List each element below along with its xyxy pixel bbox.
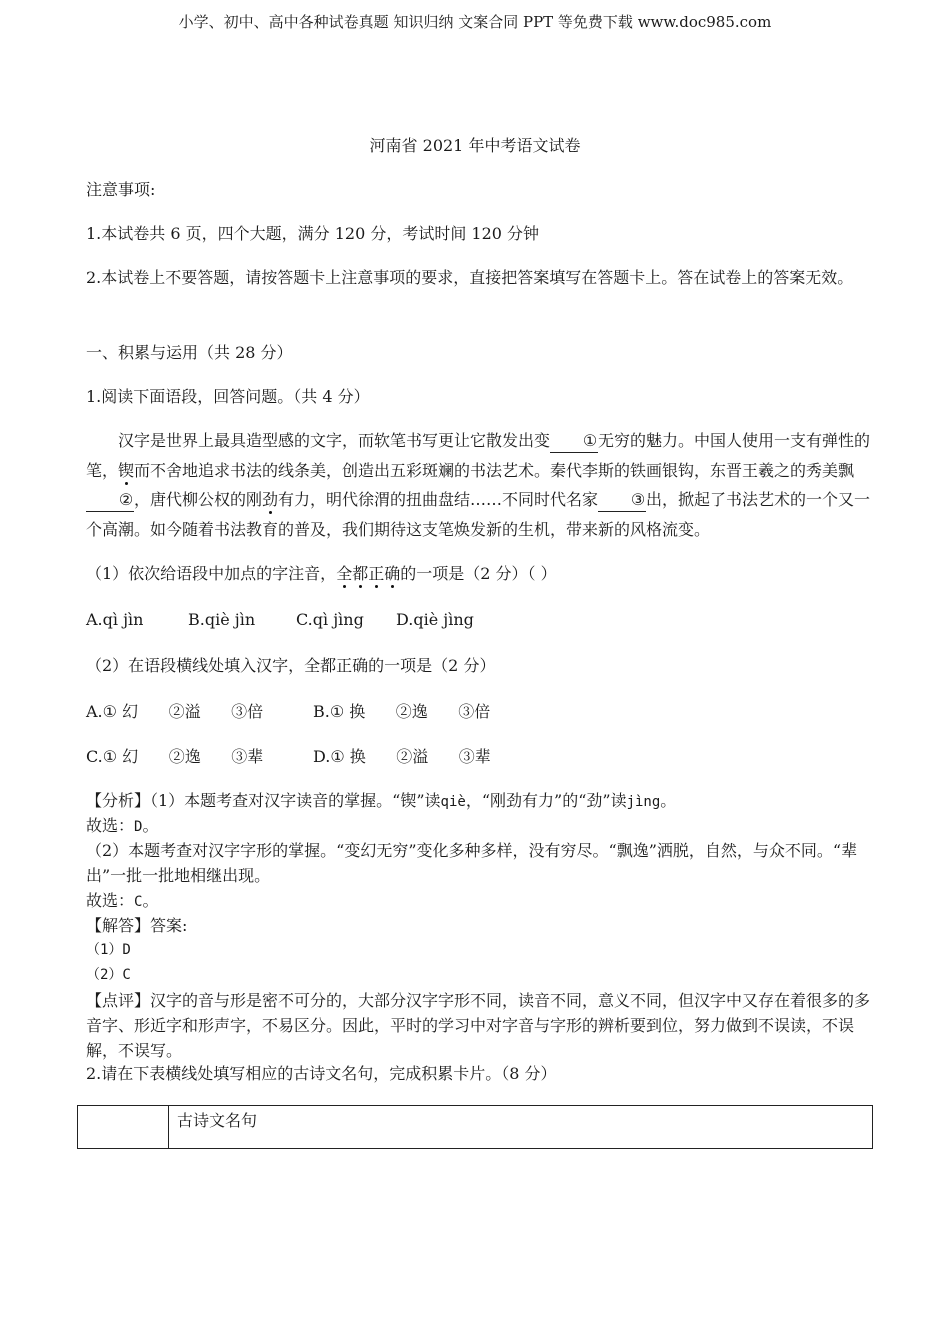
accumulation-card-table [77,1105,873,1149]
answer-2: （2）C [86,967,131,983]
passage-text: 而不舍地追求书法的线条美，创造出五彩斑斓的书法艺术。秦代李斯的铁画银钩，东晋王羲之的秀美飘 [134,460,855,480]
blank-3: ③ [598,489,646,512]
option-c: C.① 幻 ②逸 ③辈 [86,747,264,766]
pinyin: jìng [626,794,661,810]
analysis-text: ，“刚劲有力”的“劲”读 [465,791,627,810]
dotted-char: 锲 [118,460,135,480]
blank-2: ② [86,489,134,512]
analysis-text: 故选： [86,891,135,910]
table-cell [78,1106,169,1149]
notice-heading: 注意事项: [86,180,156,199]
sub-question-1 [86,559,876,589]
site-header: 小学、初中、高中各种试卷真题 知识归纳 文案合同 PPT 等免费下载 www.doc985.com [178,13,772,31]
emph-char: 正 [368,564,385,583]
notice-item-1: 1.本试卷共 6 页，四个大题，满分 120 分，考试时间 120 分钟 [86,224,540,243]
section-heading: 一、积累与运用（共 28 分） [86,343,293,362]
emph-char: 都 [352,564,369,583]
table-header-cell: 古诗文名句 [169,1106,873,1149]
question-2-stem: 2.请在下表横线处填写相应的古诗文名句，完成积累卡片。（8 分） [86,1064,557,1083]
exam-title: 河南省 2021 年中考语文试卷 [369,136,581,155]
answer-1: （1）D [86,942,131,958]
sub1-suffix: 的一项是（2 分）（ ） [400,564,557,583]
option-b: B.① 换 ②逸 ③倍 [313,702,491,721]
analysis-text: 【分析】（1）本题考查对汉字读音的掌握。“锲”读 [86,791,441,810]
passage-text: 出，掀起了书法艺术的一个又一个高潮。如今随着书法教育的普及，我们期待这支笔焕发新的生机，带来新的风格流变。 [86,490,871,539]
emph-char: 确 [384,564,401,583]
analysis-text: 。 [660,791,677,810]
dotted-char: 劲 [262,490,279,509]
option-a: A.① 幻 ②溢 ③倍 [86,702,264,721]
passage-text: ，唐代柳公权的刚 [134,490,263,509]
analysis-line-2 [86,813,876,840]
analysis-line-1 [86,788,876,815]
notice-item-2: 2.本试卷上不要答题，请按答题卡上注意事项的要求，直接把答案填写在答题卡上。答在试卷上的答案无效。 [86,268,854,287]
emph-char: 全 [336,564,353,583]
option-d: D.qiè jìng [396,610,474,629]
comment: 【点评】汉字的音与形是密不可分的，大部分汉字字形不同，读音不同，意义不同，但汉字中又存在着很多的多音字、形近字和形声字，不易区分。因此，平时的学习中对字音与字形的辨析要到位，努力做到不误读，不误解，不误写。 [86,991,871,1060]
sub1-prefix: （1）依次给语段中加点的字注音， [86,564,337,583]
answer-letter: D [134,819,143,835]
sub-question-2: （2）在语段横线处填入汉字，全都正确的一项是（2 分） [86,656,496,675]
blank-1: ① [550,430,598,453]
analysis-text: 。 [142,891,159,910]
option-a: A.qì jìn [86,610,144,629]
answer-letter: C [134,894,143,910]
pinyin: qiè [440,794,466,810]
option-c: C.qì jìng [296,610,364,629]
question-1-passage [86,426,876,544]
analysis-text: 故选： [86,816,135,835]
analysis-text: 。 [142,816,159,835]
analysis-line-4 [86,888,876,915]
passage-text: 汉字是世界上最具造型感的文字，而软笔书写更让它散发出变 [118,431,551,450]
question-1-stem: 1.阅读下面语段，回答问题。（共 4 分） [86,387,370,406]
passage-text: 有力，明代徐渭的扭曲盘结……不同时代名家 [278,490,599,509]
table-row [78,1106,873,1149]
option-b: B.qiè jìn [188,610,256,629]
option-d: D.① 换 ②溢 ③辈 [313,747,491,766]
analysis-line-3: （2）本题考查对汉字字形的掌握。“变幻无穷”变化多种多样，没有穷尽。“飘逸”洒脱，自然，与众不同。“辈出”一批一批地相继出现。 [86,841,858,885]
answer-heading: 【解答】答案: [86,916,188,935]
passage-text: 无穷的魅力。中国人使用一支有弹性的笔， [86,431,871,480]
